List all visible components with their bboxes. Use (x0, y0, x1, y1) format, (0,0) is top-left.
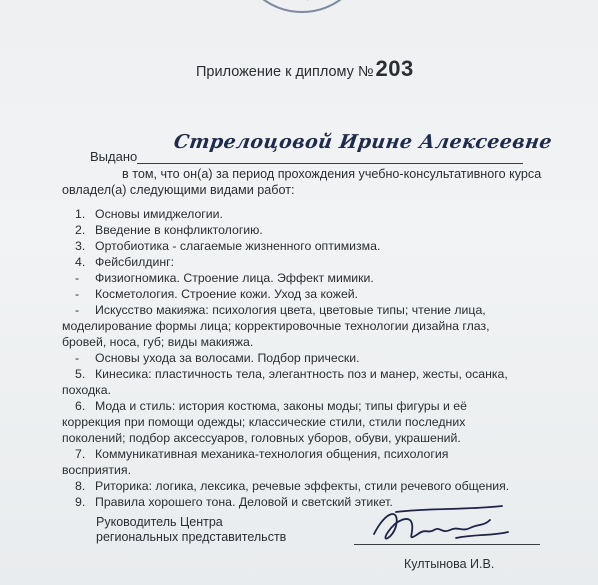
item-marker: - (75, 287, 80, 301)
item-text: Физиогномика. Строение лица. Эффект мимики. (95, 271, 374, 285)
item-text: Мода и стиль: история костюма, законы моды; типы фигуры и её (95, 399, 467, 413)
item-text: Коммуникативная механика-технология общения, психология (95, 447, 449, 461)
signer-name: Култынова И.В. (404, 557, 495, 571)
list-item-continuation (62, 462, 562, 478)
item-text: Основы имиджелогии. (95, 207, 223, 221)
item-text: Правила хорошего тона. Деловой и светский этикет. (95, 495, 393, 509)
list-item (62, 238, 562, 254)
item-text: восприятия. (62, 463, 131, 477)
recipient-underline (137, 163, 523, 164)
item-marker: - (75, 271, 80, 285)
list-item (62, 286, 562, 302)
item-text: коррекция при помощи одежды; классические стили, стили последних (62, 415, 466, 429)
list-item (62, 254, 562, 270)
seal-stamp-icon (232, 0, 372, 16)
list-item (62, 206, 562, 222)
list-item-continuation (62, 334, 562, 350)
list-item (62, 350, 562, 366)
item-text: Фейсбилдинг: (95, 255, 175, 269)
role-line-1: Руководитель Центра (96, 515, 223, 529)
item-text: Введение в конфликтологию. (95, 223, 263, 237)
item-marker: 9. (75, 495, 86, 509)
recipient-name: Стрелоцовой Ирине Алексеевне (172, 131, 554, 153)
item-marker: 1. (75, 207, 86, 221)
list-item (62, 478, 562, 494)
list-item (62, 398, 562, 414)
item-text: походка. (62, 383, 112, 397)
item-marker: - (75, 351, 80, 365)
item-text: Косметология. Строение кожи. Уход за кожей. (95, 287, 359, 301)
list-item-continuation (62, 414, 562, 430)
item-marker: 3. (75, 239, 86, 253)
item-text: Основы ухода за волосами. Подбор прически. (95, 351, 360, 365)
item-marker: 2. (75, 223, 86, 237)
issued-label: Выдано (90, 149, 138, 164)
item-text: поколений; подбор аксессуаров, головных уборов, обуви, украшений. (62, 431, 461, 445)
item-marker: 6. (75, 399, 86, 413)
item-marker: 4. (75, 255, 86, 269)
item-text: моделирование формы лица; корректировочные технологии дизайна глаз, (62, 319, 490, 333)
title-prefix: Приложение к диплому № (196, 64, 374, 80)
list-item (62, 270, 562, 286)
list-item (62, 446, 562, 462)
item-marker: 8. (75, 479, 86, 493)
list-item (62, 366, 562, 382)
skills-list (62, 206, 562, 510)
intro-text (62, 166, 562, 198)
list-item (62, 222, 562, 238)
list-item (62, 302, 562, 318)
signatory-role (96, 515, 286, 545)
intro-line-1: в том, что он(а) за период прохождения учебно-консультативного курса (122, 167, 542, 181)
signature-line (354, 544, 540, 545)
item-text: Искусство макияжа: психология цвета, цветовые типы; чтение лица, (95, 303, 486, 317)
role-line-2: региональных представительств (96, 530, 287, 544)
list-item-continuation (62, 382, 562, 398)
list-item-continuation (62, 318, 562, 334)
item-text: Риторика: логика, лексика, речевые эффекты, стили речевого общения. (95, 479, 510, 493)
item-text: Ортобиотика - слагаемые жизненного оптимизма. (95, 239, 381, 253)
item-marker: 5. (75, 367, 86, 381)
diploma-number: 203 (375, 56, 414, 81)
intro-line-2: овладел(а) следующими видами работ: (62, 183, 295, 197)
item-marker: - (75, 303, 80, 317)
list-item-continuation (62, 430, 562, 446)
item-text: Кинесика: пластичность тела, элегантность поз и манер, жесты, осанка, (95, 367, 508, 381)
item-marker: 7. (75, 447, 86, 461)
page-title (196, 56, 414, 82)
item-text: бровей, носа, губ; виды макияжа. (62, 335, 254, 349)
